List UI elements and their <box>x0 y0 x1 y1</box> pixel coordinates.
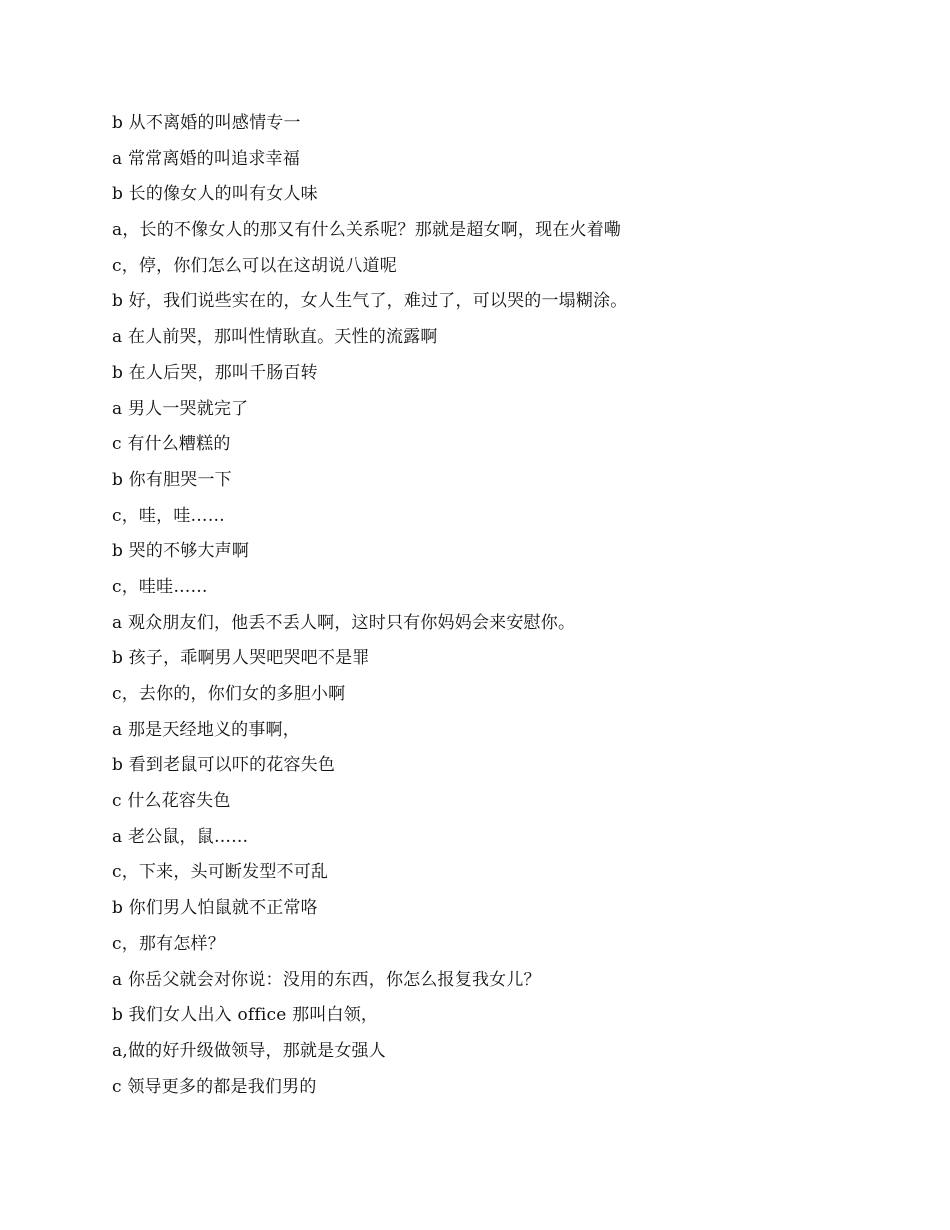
dialogue-line: b 孩子，乖啊男人哭吧哭吧不是罪 <box>112 648 370 669</box>
dialogue-line: b 看到老鼠可以吓的花容失色 <box>112 755 336 776</box>
dialogue-line: a 你岳父就会对你说：没用的东西，你怎么报复我女儿？ <box>112 969 541 990</box>
dialogue-line: c，哇，哇…… <box>112 505 225 526</box>
dialogue-line: b 哭的不够大声啊 <box>112 541 250 562</box>
dialogue-line: b 从不离婚的叫感情专一 <box>112 113 301 133</box>
dialogue-line: b 在人后哭，那叫千肠百转 <box>112 362 318 383</box>
dialogue-line: b 好，我们说些实在的，女人生气了，难过了，可以哭的一塌糊涂。 <box>112 291 628 312</box>
dialogue-line: a 观众朋友们，他丢不丢人啊，这时只有你妈妈会来安慰你。 <box>112 612 576 633</box>
dialogue-line: a，长的不像女人的那又有什么关系呢？那就是超女啊，现在火着嘞 <box>112 220 622 241</box>
dialogue-line: a 在人前哭，那叫性情耿直。天性的流露啊 <box>112 327 438 348</box>
dialogue-line: a 常常离婚的叫追求幸福 <box>112 148 300 169</box>
dialogue-line: c 领导更多的都是我们男的 <box>112 1076 317 1097</box>
dialogue-lines <box>112 111 872 1110</box>
dialogue-line: b 长的像女人的叫有女人味 <box>112 184 318 205</box>
dialogue-line: c 有什么糟糕的 <box>112 434 231 455</box>
dialogue-line: b 我们女人出入 office 那叫白领， <box>112 1005 379 1026</box>
dialogue-line: c，下来，头可断发型不可乱 <box>112 862 329 883</box>
dialogue-line: b 你们男人怕鼠就不正常咯 <box>112 898 318 919</box>
dialogue-line: c，那有怎样？ <box>112 933 225 954</box>
dialogue-line: c，去你的，你们女的多胆小啊 <box>112 684 346 704</box>
dialogue-line: a,做的好升级做领导，那就是女强人 <box>112 1040 386 1061</box>
dialogue-line: c，停，你们怎么可以在这胡说八道呢 <box>112 255 397 276</box>
dialogue-line: c 什么花容失色 <box>112 791 231 812</box>
dialogue-line: b 你有胆哭一下 <box>112 469 232 490</box>
dialogue-line: a 那是天经地义的事啊， <box>112 719 300 740</box>
dialogue-line: a 男人一哭就完了 <box>112 398 249 419</box>
dialogue-line: c，哇哇…… <box>112 576 208 597</box>
dialogue-line: a 老公鼠，鼠…… <box>112 826 249 847</box>
